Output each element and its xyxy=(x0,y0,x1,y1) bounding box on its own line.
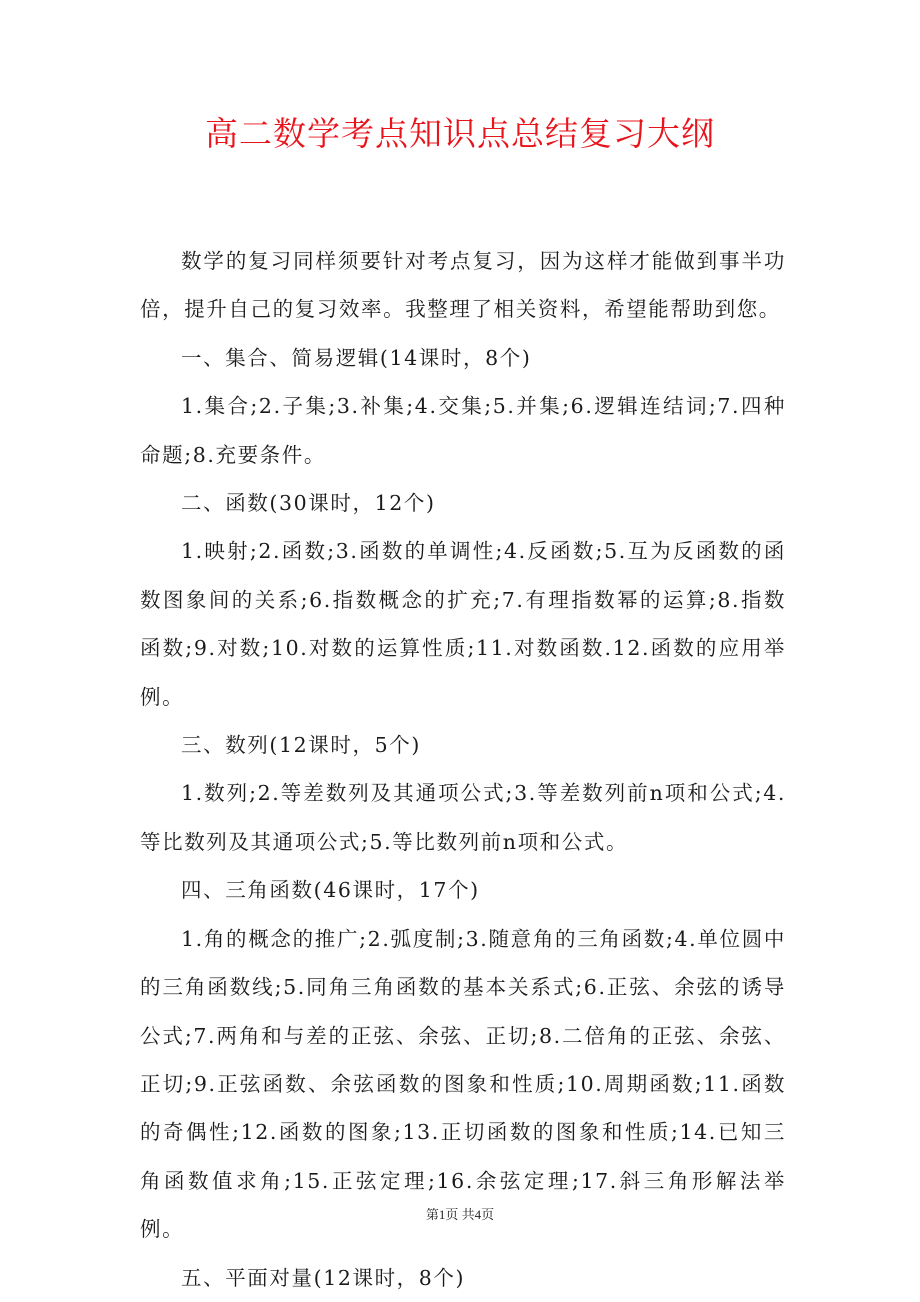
section-heading-plane-vectors: 五、平面对量(12课时，8个) xyxy=(181,1265,466,1290)
document-body xyxy=(140,237,786,1302)
document-title: 高二数学考点知识点总结复习大纲 xyxy=(205,114,715,153)
section-items-functions: 1.映射;2.函数;3.函数的单调性;4.反函数;5.互为反函数的函数图象间的关系;6.指数概念的扩充;7.有理指数幂的运算;8.指数函数;9.对数;10.对数的运算性质;11.对数函数.12.函数的应用举例。 xyxy=(140,539,786,709)
section-items-sequences: 1.数列;2.等差数列及其通项公式;3.等差数列前n项和公式;4.等比数列及其通项公式;5.等比数列前n项和公式。 xyxy=(140,781,786,854)
section-heading-sequences: 三、数列(12课时，5个) xyxy=(181,733,421,758)
page-footer: 第1页 共4页 xyxy=(425,1207,495,1222)
section-items-sets-logic: 1.集合;2.子集;3.补集;4.交集;5.并集;6.逻辑连结词;7.四种命题;8.充要条件。 xyxy=(140,394,786,467)
section-items-trigonometry: 1.角的概念的推广;2.弧度制;3.随意角的三角函数;4.单位圆中的三角函数线;5.同角三角函数的基本关系式;6.正弦、余弦的诱导公式;7.两角和与差的正弦、余弦、正切;8.二倍角的正弦、余弦、正切;9.正弦函数、余弦函数的图象和性质;10.周期函数;11.函数的奇偶性;12.函数的图象;13.正切函数的图象和性质;14.已知三角函数值求角;15.正弦定理;16.余弦定理;17.斜三角形解法举例。 xyxy=(140,926,786,1242)
section-heading-sets-logic: 一、集合、简易逻辑(14课时，8个) xyxy=(181,345,532,370)
section-heading-functions: 二、函数(30课时，12个) xyxy=(181,491,436,516)
section-heading-trigonometry: 四、三角函数(46课时，17个) xyxy=(181,878,480,903)
intro-paragraph: 数学的复习同样须要针对考点复习，因为这样才能做到事半功倍，提升自己的复习效率。我整理了相关资料，希望能帮助到您。 xyxy=(140,249,786,322)
